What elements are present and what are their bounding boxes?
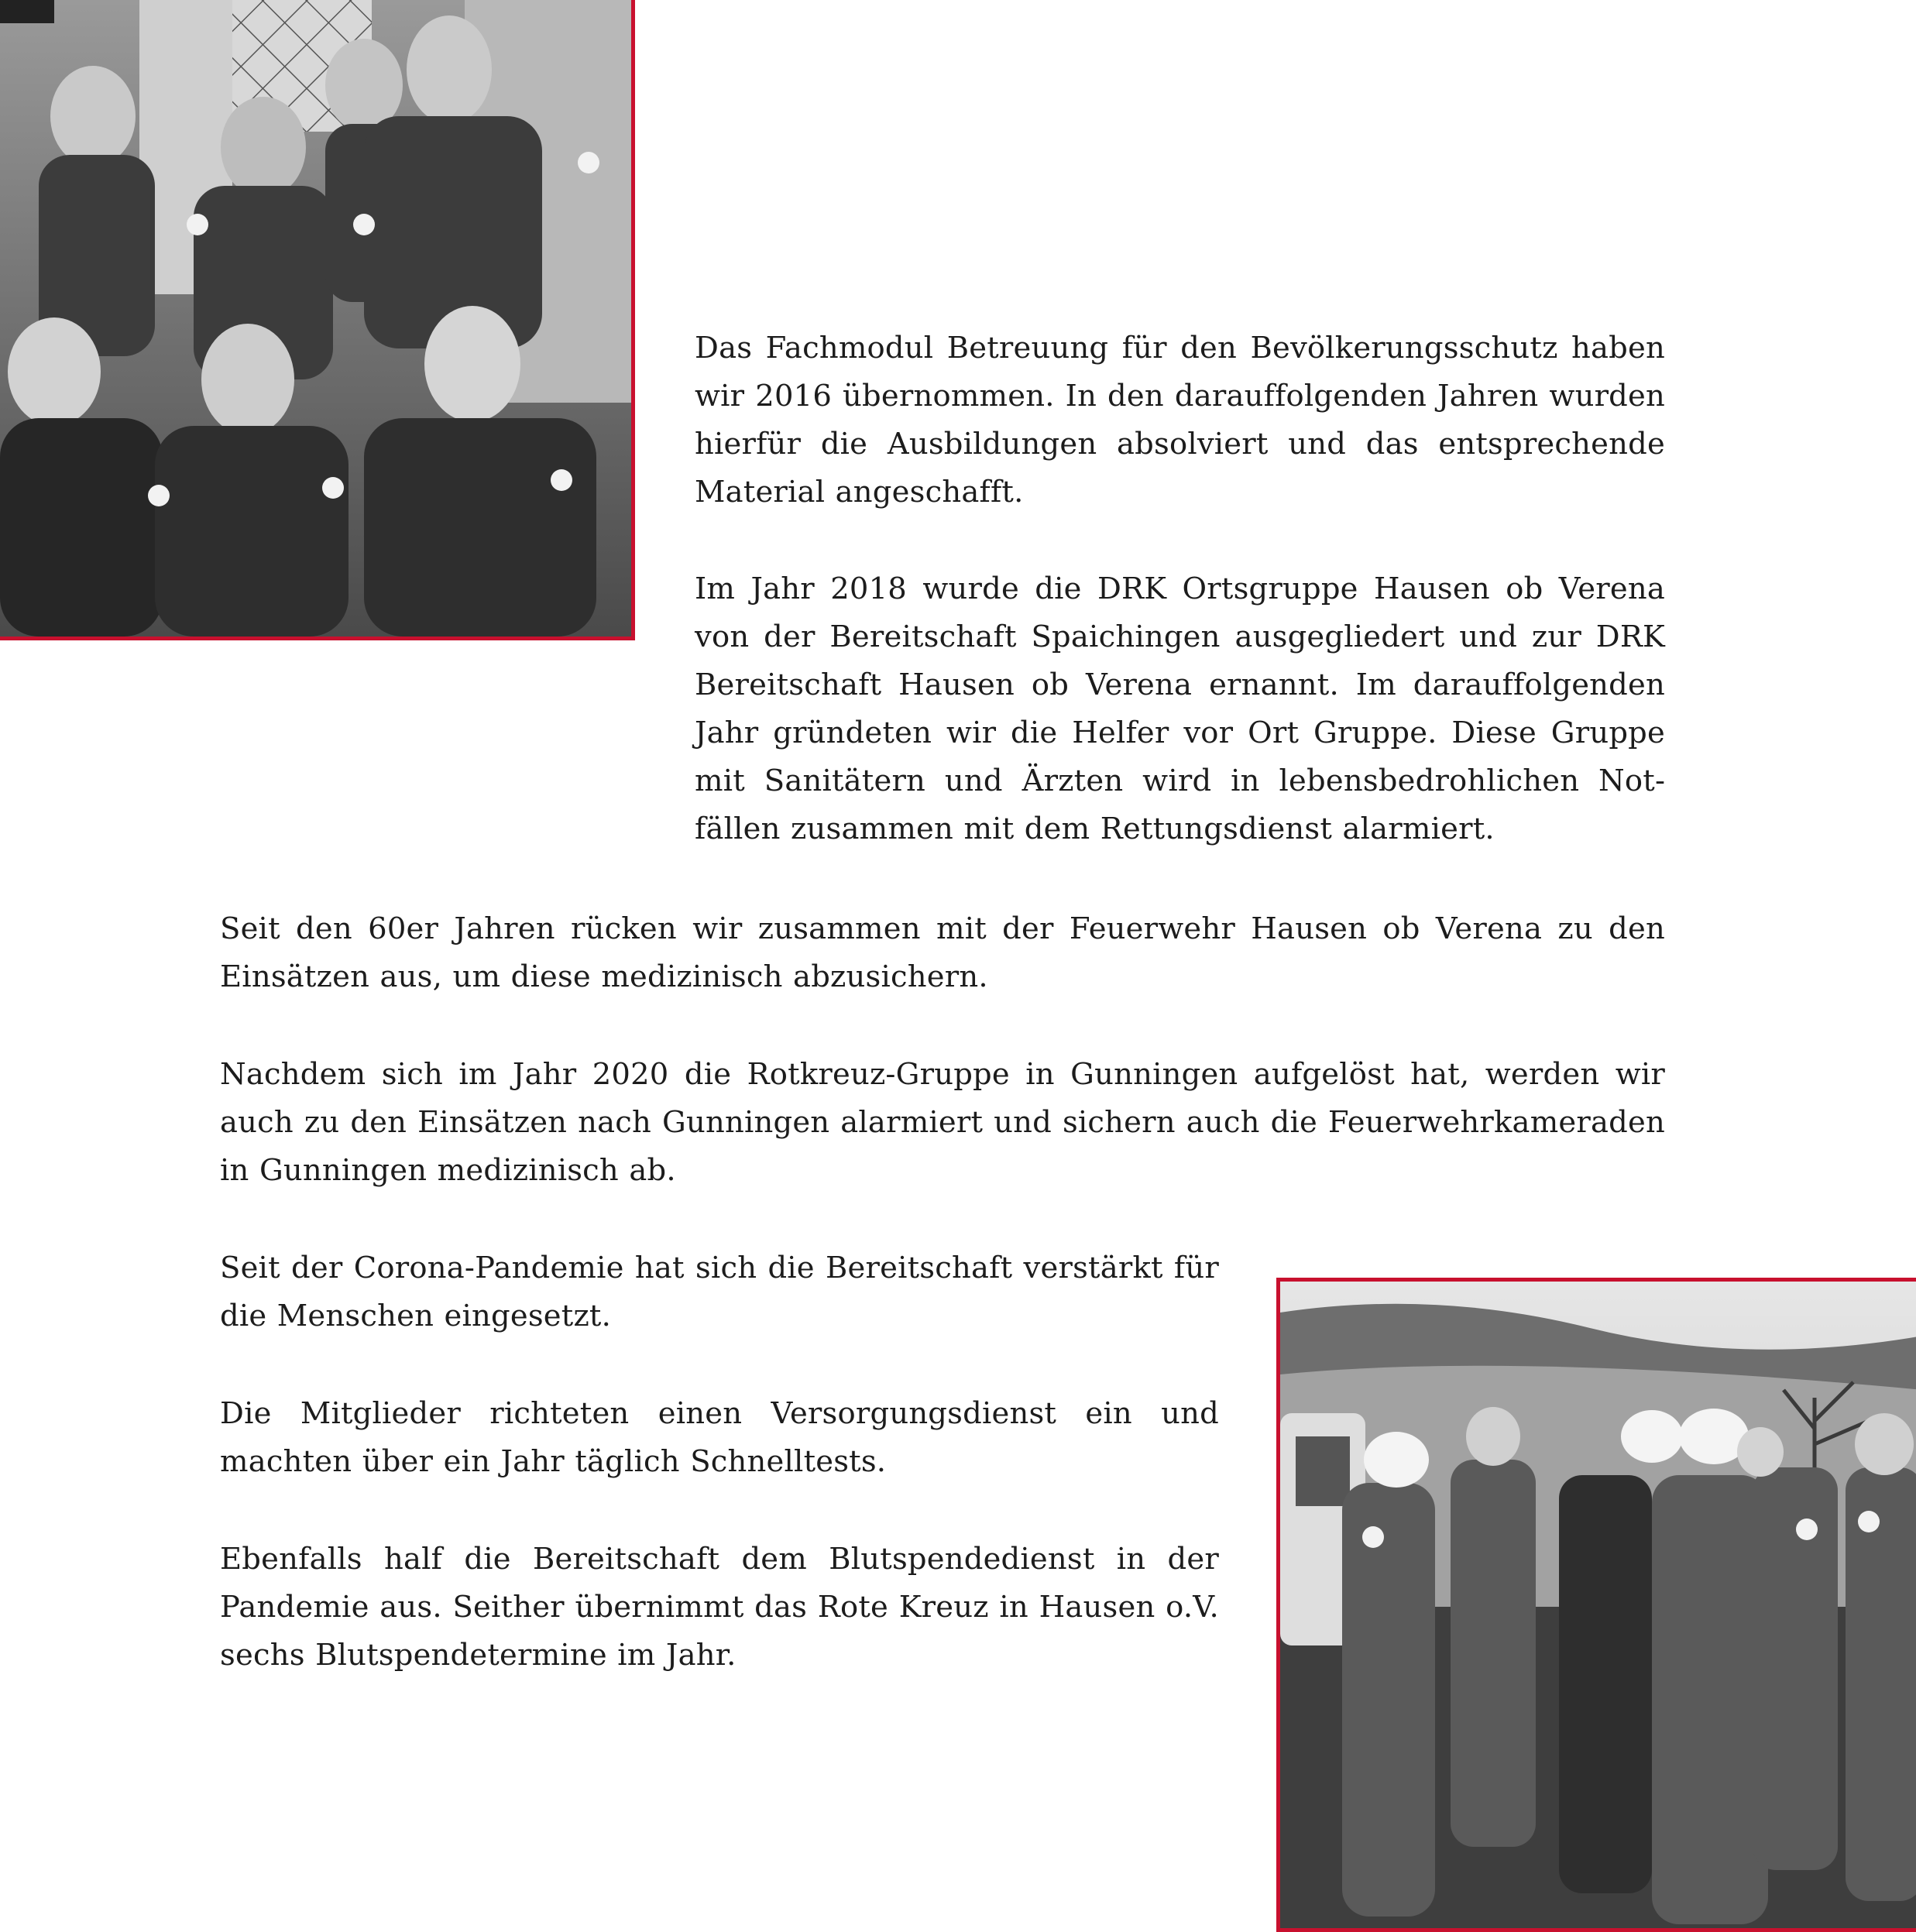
field-operation-photo — [1276, 1278, 1916, 1932]
paragraph-blutspende: Ebenfalls half die Bereitschaft dem Blutspendedienst in der Pandemie aus. Seither übernimmt das Rote Kreuz in Hausen o.V. sechs Blutspendetermine im Jahr. — [220, 1542, 1219, 1673]
paragraph-feuerwehr: Seit den 60er Jahren rücken wir zusammen mit der Feuerwehr Hausen ob Verena zu den Einsätzen aus, um diese medizinisch abzusichern. — [220, 911, 1665, 994]
paragraph-ortsgruppe: Im Jahr 2018 wurde die DRK Ortsgruppe Hausen ob Verena von der Bereitschaft Spaichingen ausgegliedert und zur DRK Bereitschaft Hausen ob Verena ernannt. Im darauffolgenden Jahr gründeten wir die Helfer vor Ort Gruppe. Diese Gruppe mit Sanitätern und Ärzten wird in lebensbedrohlichen Notfällen zusammen mit dem Rettungsdienst alarmiert. — [695, 571, 1665, 846]
paragraph-gunningen: Nachdem sich im Jahr 2020 die Rotkreuz-Gruppe in Gunningen aufgelöst hat, werden wir auch zu den Einsätzen nach Gunningen alarmiert und sichern auch die Feuerwehrkameraden in Gunningen medizinisch ab. — [220, 1057, 1665, 1188]
paragraph-fachmodul: Das Fachmodul Betreuung für den Bevölkerungsschutz haben wir 2016 übernommen. In den darauffolgenden Jahren wurden hierfür die Ausbildungen absolviert und das entsprechende Material angeschafft. — [695, 331, 1665, 510]
field-operation-image — [1280, 1282, 1916, 1928]
paragraph-versorgung: Die Mitglieder richteten einen Versorgungsdienst ein und machten über ein Jahr täglich Schnelltests. — [220, 1396, 1219, 1479]
group-portrait-photo — [0, 0, 635, 640]
group-portrait-image — [0, 0, 631, 637]
paragraph-corona: Seit der Corona-Pandemie hat sich die Bereitschaft verstärkt für die Menschen eingesetzt. — [220, 1251, 1219, 1333]
